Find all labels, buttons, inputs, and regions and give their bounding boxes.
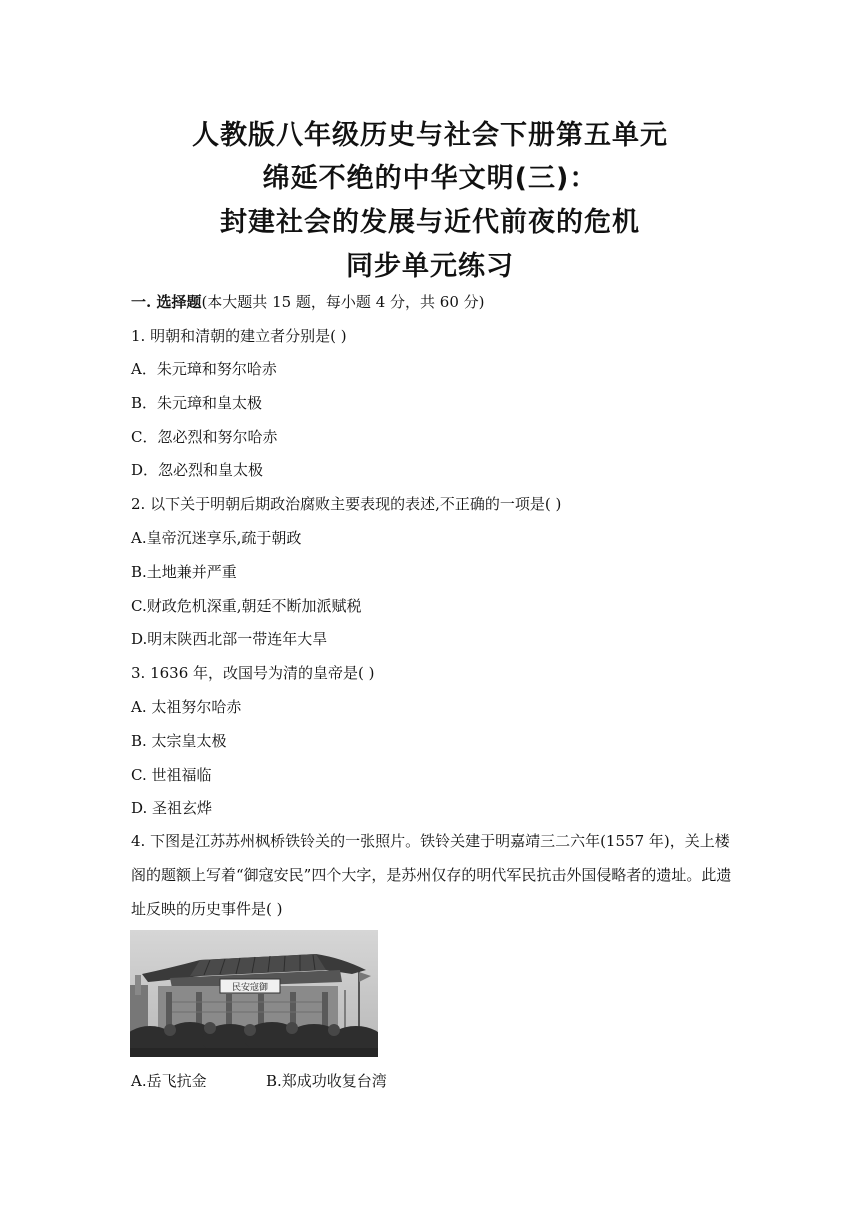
question-1-option-b: B．朱元璋和皇太极	[131, 394, 263, 412]
title-line-1: 人教版八年级历史与社会下册第五单元	[192, 120, 668, 151]
question-2-option-b: B.土地兼并严重	[131, 563, 237, 581]
section-header	[131, 292, 484, 312]
section-note: (本大题共 15 题，每小题 4 分，共 60 分)	[201, 293, 485, 311]
question-2-option-c: C.财政危机深重,朝廷不断加派赋税	[131, 597, 362, 615]
question-1-stem: 1. 明朝和清朝的建立者分别是( )	[131, 327, 347, 345]
question-1-option-d: D．忽必烈和皇太极	[131, 461, 264, 479]
question-3-option-a: A. 太祖努尔哈赤	[131, 698, 242, 716]
question-3-stem: 3. 1636 年，改国号为清的皇帝是( )	[131, 664, 375, 682]
question-4-option-a: A.岳飞抗金	[131, 1072, 207, 1090]
question-3-option-c: C. 世祖福临	[131, 766, 212, 784]
question-3-option-d: D. 圣祖玄烨	[131, 799, 213, 817]
question-1-option-a: A．朱元璋和努尔哈赤	[131, 360, 277, 378]
question-1-option-c: C．忽必烈和努尔哈赤	[131, 428, 278, 446]
question-4-option-b: B.郑成功收复台湾	[266, 1072, 387, 1090]
question-2-option-a: A.皇帝沉迷享乐,疏于朝政	[131, 529, 302, 547]
title-line-3: 封建社会的发展与近代前夜的危机	[220, 207, 640, 238]
plaque-text: 民安寇御	[231, 983, 269, 993]
pavilion-photo-illustration	[130, 930, 378, 1057]
title-line-2: 绵延不绝的中华文明(三)：	[262, 163, 598, 194]
title-line-4: 同步单元练习	[346, 251, 514, 282]
question-2-stem: 2. 以下关于明朝后期政治腐败主要表现的表述,不正确的一项是( )	[131, 495, 562, 513]
question-4-stem: 4. 下图是江苏苏州枫桥铁铃关的一张照片。铁铃关建于明嘉靖三二六年(1557 年)，关上楼阁的题额上写着“御寇安民”四个大字，是苏州仅存的明代军民抗击外国侵略者的遗址。此遗址反映的历史事件是( )	[131, 832, 732, 918]
question-2-option-d: D.明末陕西北部一带连年大旱	[131, 630, 328, 648]
section-heading: 一. 选择题	[131, 293, 202, 311]
tieling-pass-photo	[130, 930, 378, 1057]
question-3-option-b: B. 太宗皇太极	[131, 732, 227, 750]
